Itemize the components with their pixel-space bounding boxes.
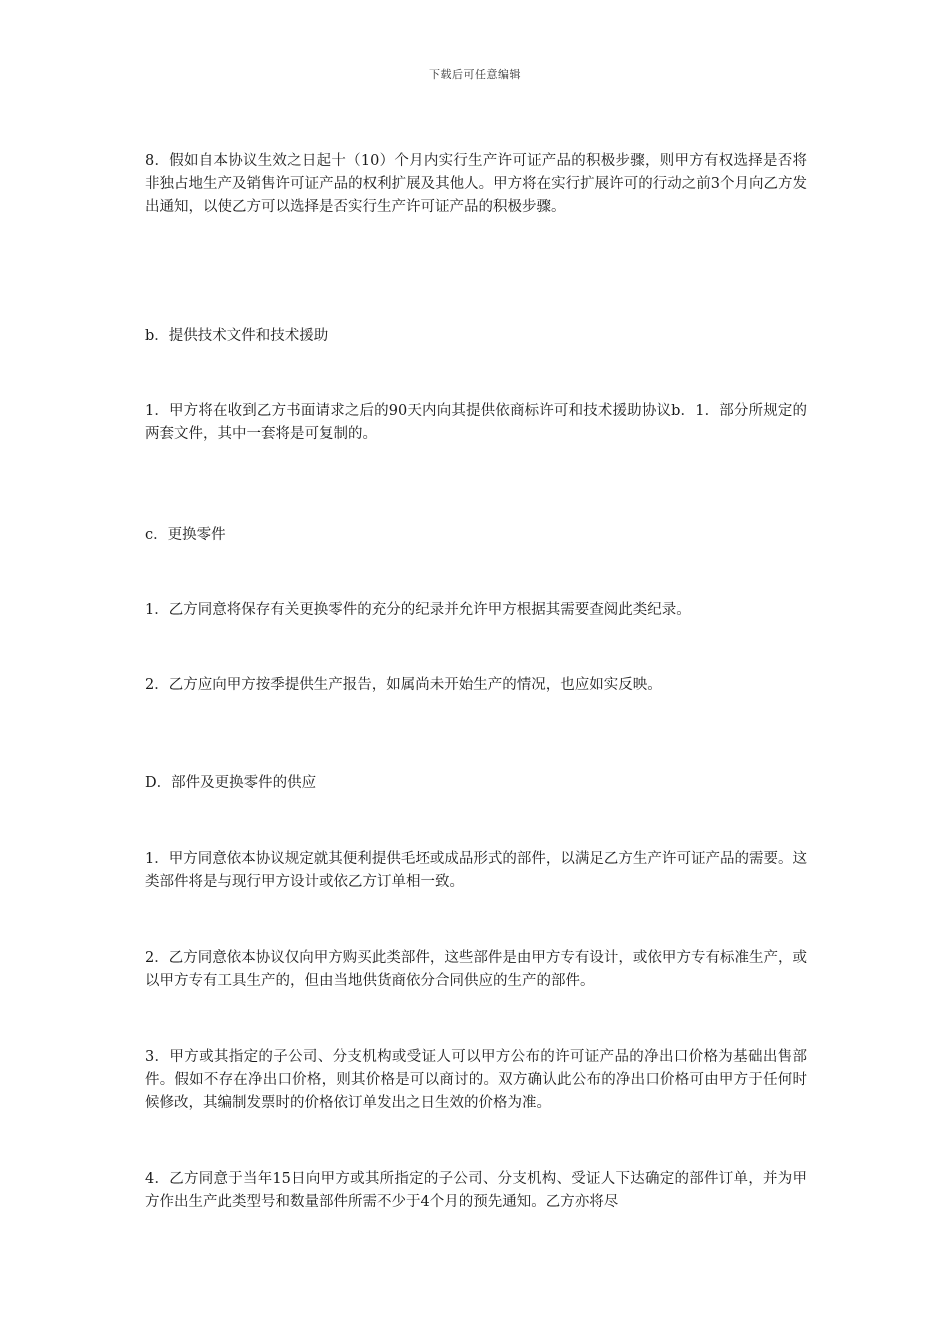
section-c-heading: c．更换零件: [145, 527, 226, 543]
paragraph-c-2: 2．乙方应向甲方按季提供生产报告，如属尚未开始生产的情况，也应如实反映。: [145, 677, 662, 693]
paragraph-d-4: 4．乙方同意于当年15日向甲方或其所指定的子公司、分支机构、受证人下达确定的部件订单，并为甲方作出生产此类型号和数量部件所需不少于4个月的预先通知。乙方亦将尽: [145, 1171, 807, 1210]
section-b-heading: b．提供技术文件和技术援助: [145, 328, 329, 344]
section-d-heading: D．部件及更换零件的供应: [145, 775, 317, 791]
paragraph-c-1: 1．乙方同意将保存有关更换零件的充分的纪录并允许甲方根据其需要查阅此类纪录。: [145, 602, 691, 618]
paragraph-d-1: 1．甲方同意依本协议规定就其便利提供毛坯或成品形式的部件，以满足乙方生产许可证产品的需要。这类部件将是与现行甲方设计或依乙方订单相一致。: [145, 851, 807, 890]
paragraph-d-3: 3．甲方或其指定的子公司、分支机构或受证人可以甲方公布的许可证产品的净出口价格为基础出售部件。假如不存在净出口价格，则其价格是可以商讨的。双方确认此公布的净出口价格可由甲方于任何时候修改，其编制发票时的价格依订单发出之日生效的价格为准。: [145, 1049, 807, 1111]
paragraph-b-1: 1．甲方将在收到乙方书面请求之后的90天内向其提供依商标许可和技术援助协议b．1．部分所规定的两套文件，其中一套将是可复制的。: [145, 403, 807, 442]
page-header: 下载后可任意编辑: [429, 68, 521, 81]
paragraph-d-2: 2．乙方同意依本协议仅向甲方购买此类部件，这些部件是由甲方专有设计，或依甲方专有标准生产，或以甲方专有工具生产的，但由当地供货商依分合同供应的生产的部件。: [145, 950, 807, 989]
paragraph-a-8: 8．假如自本协议生效之日起十（10）个月内实行生产许可证产品的积极步骤，则甲方有权选择是否将非独占地生产及销售许可证产品的权利扩展及其他人。甲方将在实行扩展许可的行动之前3个月向乙方发出通知，以使乙方可以选择是否实行生产许可证产品的积极步骤。: [145, 153, 807, 215]
